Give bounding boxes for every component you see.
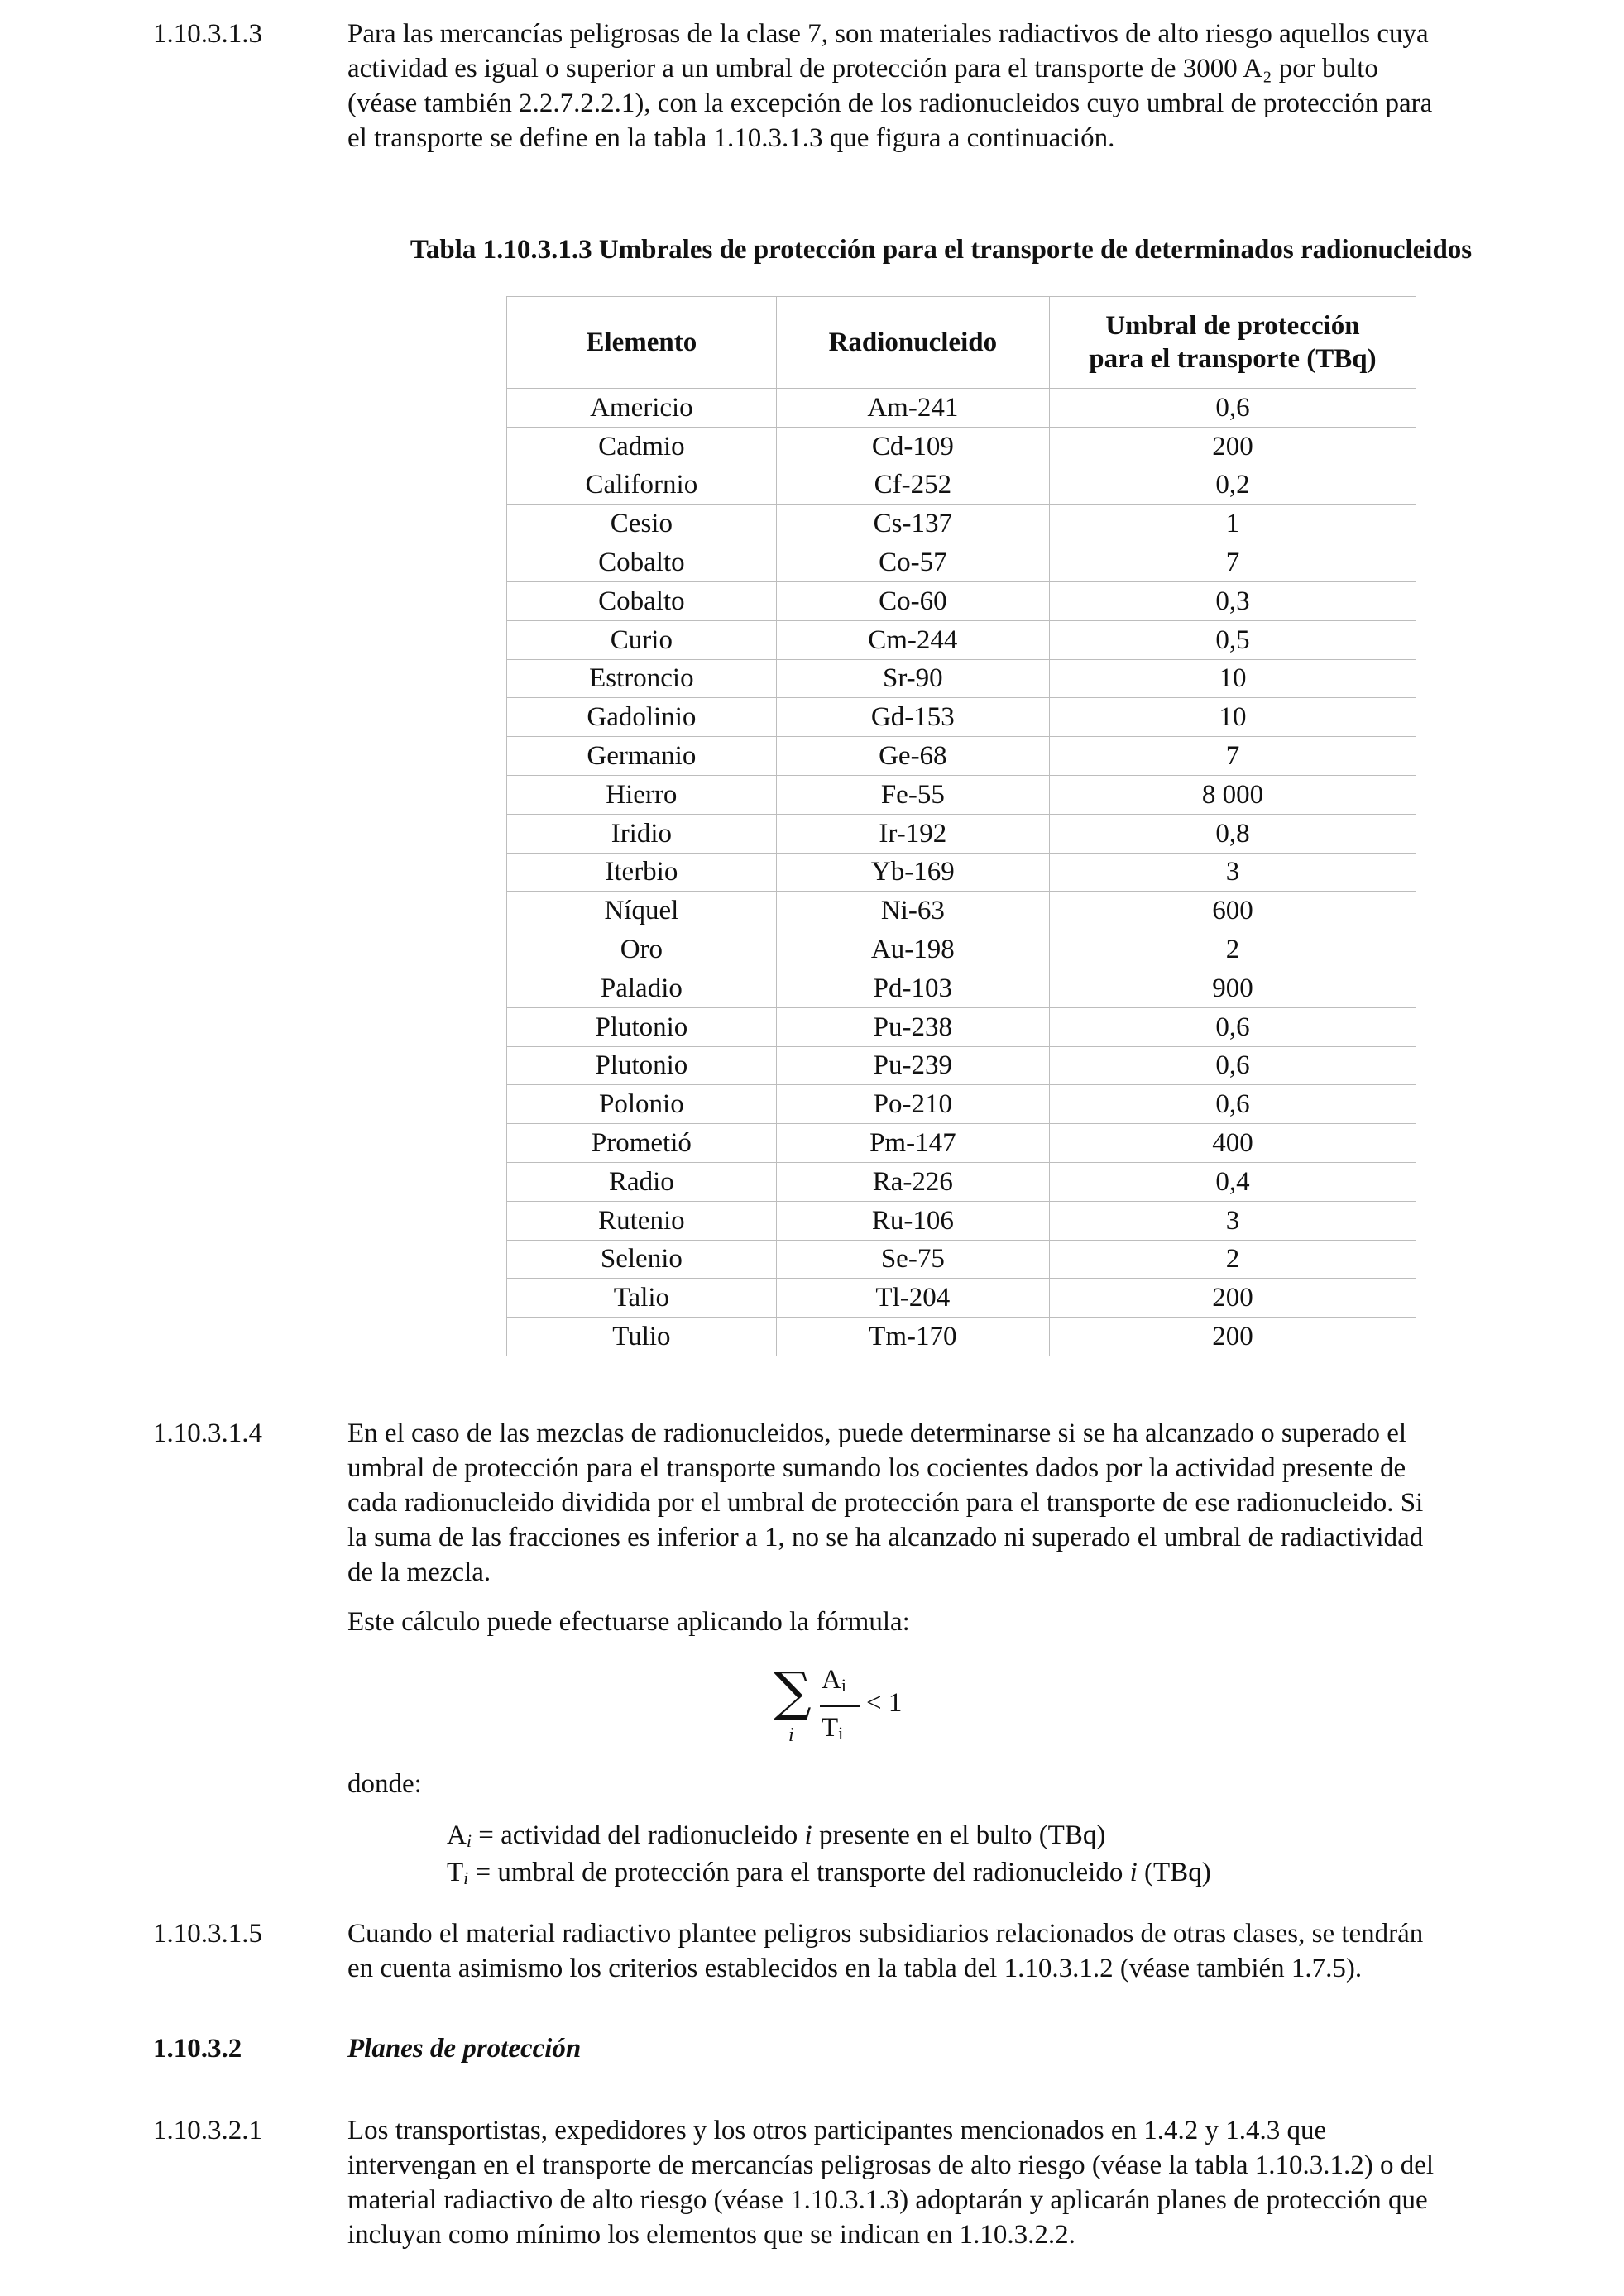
cell-elemento: Californio [507, 466, 777, 505]
text-line: cada radionucleido dividida por el umbral de protección para el transporte de ese radionucleido. Si [347, 1488, 1424, 1518]
table-body [507, 389, 1416, 1356]
text-line: en cuenta asimismo los criterios establecidos en la tabla del 1.10.3.1.2 (véase también 1.7.5). [347, 1954, 1363, 1983]
section-number: 1.10.3.1.4 [153, 1418, 262, 1448]
donde-label: donde: [347, 1769, 422, 1799]
section-number: 1.10.3.1.3 [153, 19, 262, 49]
cell-umbral: 900 [1049, 969, 1416, 1007]
cell-elemento: Gadolinio [507, 698, 777, 737]
table-caption: Tabla 1.10.3.1.3 Umbrales de protección para el transporte de determinados radionucleidos [410, 235, 1473, 265]
def-tail: (TBq) [1137, 1858, 1211, 1887]
text-line: la suma de las fracciones es inferior a 1, no se ha alcanzado ni superado el umbral de radiactividad [347, 1523, 1424, 1552]
def-tail: presente en el bulto (TBq) [812, 1820, 1106, 1850]
text-line: En el caso de las mezclas de radionucleidos, puede determinarse si se ha alcanzado o superado el [347, 1418, 1407, 1448]
calc-intro: Este cálculo puede efectuarse aplicando la fórmula: [347, 1607, 910, 1637]
cell-elemento: Cesio [507, 505, 777, 543]
cell-umbral: 400 [1049, 1124, 1416, 1163]
cell-umbral: 10 [1049, 659, 1416, 698]
cell-elemento: Iridio [507, 814, 777, 853]
table-row [507, 659, 1416, 698]
radionuclide-table [506, 296, 1416, 1356]
def-var: i [1129, 1858, 1138, 1887]
cell-radionucleido: Ir-192 [776, 814, 1049, 853]
table-row [507, 814, 1416, 853]
cell-umbral: 2 [1049, 930, 1416, 969]
cell-radionucleido: Au-198 [776, 930, 1049, 969]
table-row [507, 1201, 1416, 1240]
cell-radionucleido: Ru-106 [776, 1201, 1049, 1240]
def-sub: i [463, 1868, 469, 1888]
cell-umbral: 7 [1049, 737, 1416, 776]
table-row [507, 1318, 1416, 1356]
table-row [507, 1007, 1416, 1046]
formula-definitions [447, 1818, 1211, 1892]
cell-umbral: 3 [1049, 853, 1416, 892]
cell-radionucleido: Co-60 [776, 581, 1049, 620]
text-line: actividad es igual o superior a un umbral de protección para el transporte de 3000 A₂ por bulto [347, 54, 1378, 84]
cell-radionucleido: Co-57 [776, 543, 1049, 582]
definition-a [447, 1818, 1211, 1855]
cell-umbral: 8 000 [1049, 775, 1416, 814]
table-row [507, 930, 1416, 969]
header-umbral-line1: Umbral de protección [1105, 311, 1360, 341]
cell-umbral: 0,8 [1049, 814, 1416, 853]
cell-radionucleido: Ra-226 [776, 1162, 1049, 1201]
cell-elemento: Plutonio [507, 1007, 777, 1046]
cell-radionucleido: Tm-170 [776, 1318, 1049, 1356]
cell-umbral: 200 [1049, 1318, 1416, 1356]
cell-umbral: 0,6 [1049, 1007, 1416, 1046]
section-text [347, 17, 1535, 155]
cell-radionucleido: Pu-239 [776, 1046, 1049, 1085]
cell-radionucleido: Ni-63 [776, 892, 1049, 930]
section-number: 1.10.3.1.5 [153, 1919, 262, 1949]
def-text: = umbral de protección para el transporte del radionucleido [468, 1858, 1130, 1887]
table-row [507, 737, 1416, 776]
cell-radionucleido: Ge-68 [776, 737, 1049, 776]
cell-elemento: Paladio [507, 969, 777, 1007]
cell-umbral: 3 [1049, 1201, 1416, 1240]
denominator-sub: i [838, 1723, 844, 1744]
table-row [507, 969, 1416, 1007]
table-row [507, 1240, 1416, 1279]
cell-radionucleido: Pd-103 [776, 969, 1049, 1007]
def-symbol: A [447, 1820, 467, 1850]
cell-radionucleido: Am-241 [776, 389, 1049, 428]
table-row [507, 389, 1416, 428]
cell-umbral: 2 [1049, 1240, 1416, 1279]
cell-umbral: 1 [1049, 505, 1416, 543]
table-row [507, 543, 1416, 582]
text-line: intervengan en el transporte de mercancías peligrosas de alto riesgo (véase la tabla 1.10.3.1.2) o del [347, 2150, 1435, 2180]
cell-umbral: 0,3 [1049, 581, 1416, 620]
cell-elemento: Americio [507, 389, 777, 428]
cell-umbral: 7 [1049, 543, 1416, 582]
cell-elemento: Talio [507, 1279, 777, 1318]
cell-elemento: Cobalto [507, 581, 777, 620]
cell-umbral: 0,6 [1049, 389, 1416, 428]
section-text [347, 1416, 1535, 1590]
text-line: incluyan como mínimo los elementos que se indican en 1.10.3.2.2. [347, 2220, 1075, 2250]
cell-umbral: 0,6 [1049, 1085, 1416, 1124]
header-umbral [1049, 297, 1416, 389]
def-var: i [804, 1820, 812, 1850]
header-radionucleido: Radionucleido [776, 297, 1049, 389]
table-row [507, 1085, 1416, 1124]
cell-umbral: 0,4 [1049, 1162, 1416, 1201]
cell-elemento: Polonio [507, 1085, 777, 1124]
table-header-row [507, 297, 1416, 389]
cell-elemento: Oro [507, 930, 777, 969]
cell-radionucleido: Pu-238 [776, 1007, 1049, 1046]
table-row [507, 620, 1416, 659]
text-line: Cuando el material radiactivo plantee peligros subsidiarios relacionados de otras clases, se tendrán [347, 1919, 1424, 1949]
text-line: umbral de protección para el transporte sumando los cocientes dados por la actividad presente de [347, 1453, 1406, 1483]
cell-radionucleido: Sr-90 [776, 659, 1049, 698]
cell-umbral: 0,5 [1049, 620, 1416, 659]
cell-radionucleido: Cs-137 [776, 505, 1049, 543]
text-line: (véase también 2.2.7.2.2.1), con la excepción de los radionucleidos cuyo umbral de protección para [347, 88, 1433, 118]
text-line: el transporte se define en la tabla 1.10.3.1.3 que figura a continuación. [347, 123, 1115, 153]
cell-umbral: 10 [1049, 698, 1416, 737]
cell-radionucleido: Fe-55 [776, 775, 1049, 814]
table-row [507, 853, 1416, 892]
def-text: = actividad del radionucleido [471, 1820, 805, 1850]
cell-elemento: Níquel [507, 892, 777, 930]
table-row [507, 775, 1416, 814]
cell-elemento: Hierro [507, 775, 777, 814]
numerator-symbol: A [822, 1665, 841, 1695]
text-line: de la mezcla. [347, 1557, 491, 1587]
section-title: Planes de protección [347, 2034, 582, 2064]
cell-radionucleido: Cm-244 [776, 620, 1049, 659]
cell-umbral: 600 [1049, 892, 1416, 930]
cell-elemento: Prometió [507, 1124, 777, 1163]
sum-formula [774, 1662, 939, 1753]
cell-elemento: Tulio [507, 1318, 777, 1356]
table-row [507, 1162, 1416, 1201]
fraction-bar [820, 1705, 860, 1707]
cell-radionucleido: Gd-153 [776, 698, 1049, 737]
cell-elemento: Cadmio [507, 427, 777, 466]
table-row [507, 505, 1416, 543]
cell-radionucleido: Pm-147 [776, 1124, 1049, 1163]
cell-elemento: Iterbio [507, 853, 777, 892]
cell-umbral: 200 [1049, 427, 1416, 466]
table-row [507, 1124, 1416, 1163]
table-row [507, 1046, 1416, 1085]
table-row [507, 892, 1416, 930]
header-elemento: Elemento [507, 297, 777, 389]
cell-radionucleido: Po-210 [776, 1085, 1049, 1124]
fraction-numerator [822, 1662, 846, 1700]
cell-umbral: 200 [1049, 1279, 1416, 1318]
table-row [507, 427, 1416, 466]
cell-elemento: Plutonio [507, 1046, 777, 1085]
cell-radionucleido: Yb-169 [776, 853, 1049, 892]
def-sub: i [466, 1830, 472, 1851]
less-than-one: < 1 [866, 1688, 903, 1718]
text-line: Los transportistas, expedidores y los otros participantes mencionados en 1.4.2 y 1.4.3 que [347, 2116, 1327, 2145]
section-text [347, 2113, 1535, 2252]
table-row [507, 466, 1416, 505]
table-row [507, 581, 1416, 620]
table-row [507, 1279, 1416, 1318]
cell-umbral: 0,6 [1049, 1046, 1416, 1085]
section-number: 1.10.3.2 [153, 2034, 242, 2064]
text-line: material radiactivo de alto riesgo (véase 1.10.3.1.3) adoptarán y aplicarán planes de protección que [347, 2185, 1428, 2215]
cell-elemento: Selenio [507, 1240, 777, 1279]
denominator-symbol: T [822, 1713, 839, 1743]
sigma-index: i [788, 1724, 794, 1746]
section-text [347, 1916, 1535, 1986]
section-number: 1.10.3.2.1 [153, 2116, 262, 2145]
cell-radionucleido: Cf-252 [776, 466, 1049, 505]
definition-t [447, 1855, 1211, 1892]
cell-elemento: Estroncio [507, 659, 777, 698]
cell-radionucleido: Cd-109 [776, 427, 1049, 466]
fraction-denominator [822, 1710, 843, 1748]
cell-elemento: Radio [507, 1162, 777, 1201]
text-line: Para las mercancías peligrosas de la clase 7, son materiales radiactivos de alto riesgo aquellos cuya [347, 19, 1429, 49]
cell-umbral: 0,2 [1049, 466, 1416, 505]
sigma-symbol: ∑ [774, 1662, 812, 1723]
cell-elemento: Rutenio [507, 1201, 777, 1240]
cell-elemento: Cobalto [507, 543, 777, 582]
cell-radionucleido: Tl-204 [776, 1279, 1049, 1318]
cell-radionucleido: Se-75 [776, 1240, 1049, 1279]
table-row [507, 698, 1416, 737]
header-umbral-line2: para el transporte (TBq) [1089, 344, 1377, 374]
numerator-sub: i [841, 1675, 846, 1696]
cell-elemento: Germanio [507, 737, 777, 776]
cell-elemento: Curio [507, 620, 777, 659]
def-symbol: T [447, 1858, 464, 1887]
